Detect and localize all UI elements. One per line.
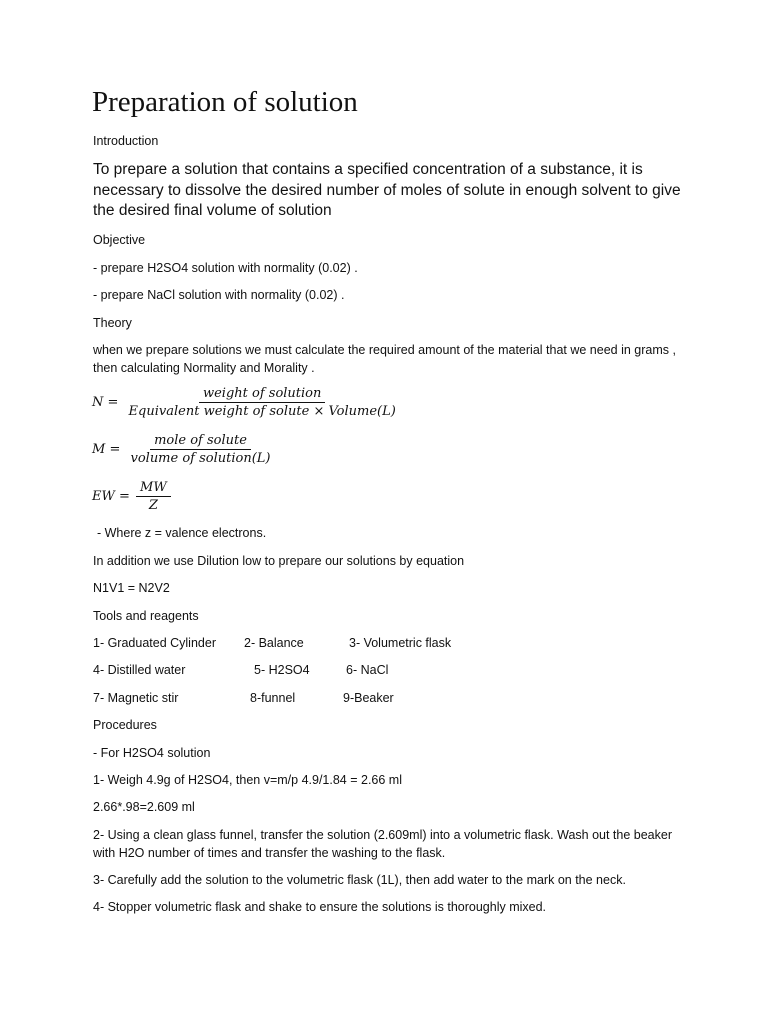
objective-heading: Objective (93, 233, 146, 247)
formula-lhs: EW = (92, 489, 130, 504)
tool-item: 1- Graduated Cylinder (93, 636, 216, 650)
procedure-subheading: - For H2SO4 solution (93, 746, 211, 760)
fraction-numerator: MW (136, 480, 171, 497)
procedure-step: 1- Weigh 4.9g of H2SO4, then v=m/p 4.9/1.84 = 2.66 ml (93, 773, 402, 787)
procedure-step: 3- Carefully add the solution to the volumetric flask (1L), then add water to the mark on the neck. (93, 873, 626, 887)
fraction-numerator: weight of solution (199, 386, 325, 403)
tool-item: 9-Beaker (343, 691, 394, 705)
formula-lhs: M = (92, 442, 121, 457)
fraction (136, 480, 171, 513)
tool-item: 2- Balance (244, 636, 304, 650)
fraction-denominator: Z (148, 498, 158, 513)
molarity-formula (92, 433, 275, 466)
procedures-heading: Procedures (93, 718, 157, 732)
procedure-step: 2.66*.98=2.609 ml (93, 800, 195, 814)
tool-item: 8-funnel (250, 691, 296, 705)
equivalent-weight-formula (92, 480, 171, 513)
tool-item: 6- NaCl (346, 663, 389, 677)
document-title: Preparation of solution (92, 86, 358, 118)
tool-item: 7- Magnetic stir (93, 691, 179, 705)
introduction-heading: Introduction (93, 134, 159, 148)
procedure-step: 4- Stopper volumetric flask and shake to ensure the solutions is thoroughly mixed. (93, 900, 547, 914)
tools-heading: Tools and reagents (93, 609, 199, 623)
where-note: - Where z = valence electrons. (97, 526, 267, 540)
fraction-denominator: volume of solution(L) (130, 451, 271, 466)
tool-item: 5- H2SO4 (254, 663, 310, 677)
normality-formula (92, 386, 400, 419)
theory-text: when we prepare solutions we must calculate the required amount of the material that we need in grams , then calculating Normality and Morality . (93, 343, 676, 375)
theory-heading: Theory (93, 316, 132, 330)
fraction (126, 433, 274, 466)
fraction-denominator: Equivalent weight of solute × Volume(L) (128, 404, 396, 419)
tool-item: 4- Distilled water (93, 663, 186, 677)
tool-item: 3- Volumetric flask (349, 636, 452, 650)
objective-item: - prepare NaCl solution with normality (0.02) . (93, 288, 345, 302)
dilution-equation: N1V1 = N2V2 (93, 581, 170, 595)
fraction (125, 386, 400, 419)
fraction-numerator: mole of solute (150, 433, 251, 450)
procedure-step: 2- Using a clean glass funnel, transfer the solution (2.609ml) into a volumetric flask. Wash out the beaker with H2O number of times and transfer the washing to the flask. (93, 828, 672, 860)
formula-lhs: N = (92, 395, 119, 410)
dilution-text: In addition we use Dilution low to prepare our solutions by equation (93, 554, 465, 568)
introduction-text: To prepare a solution that contains a specified concentration of a substance, it is necessary to dissolve the desired number of moles of solute in enough solvent to give the desired final volume of solution (93, 161, 681, 219)
objective-item: - prepare H2SO4 solution with normality (0.02) . (93, 261, 358, 275)
